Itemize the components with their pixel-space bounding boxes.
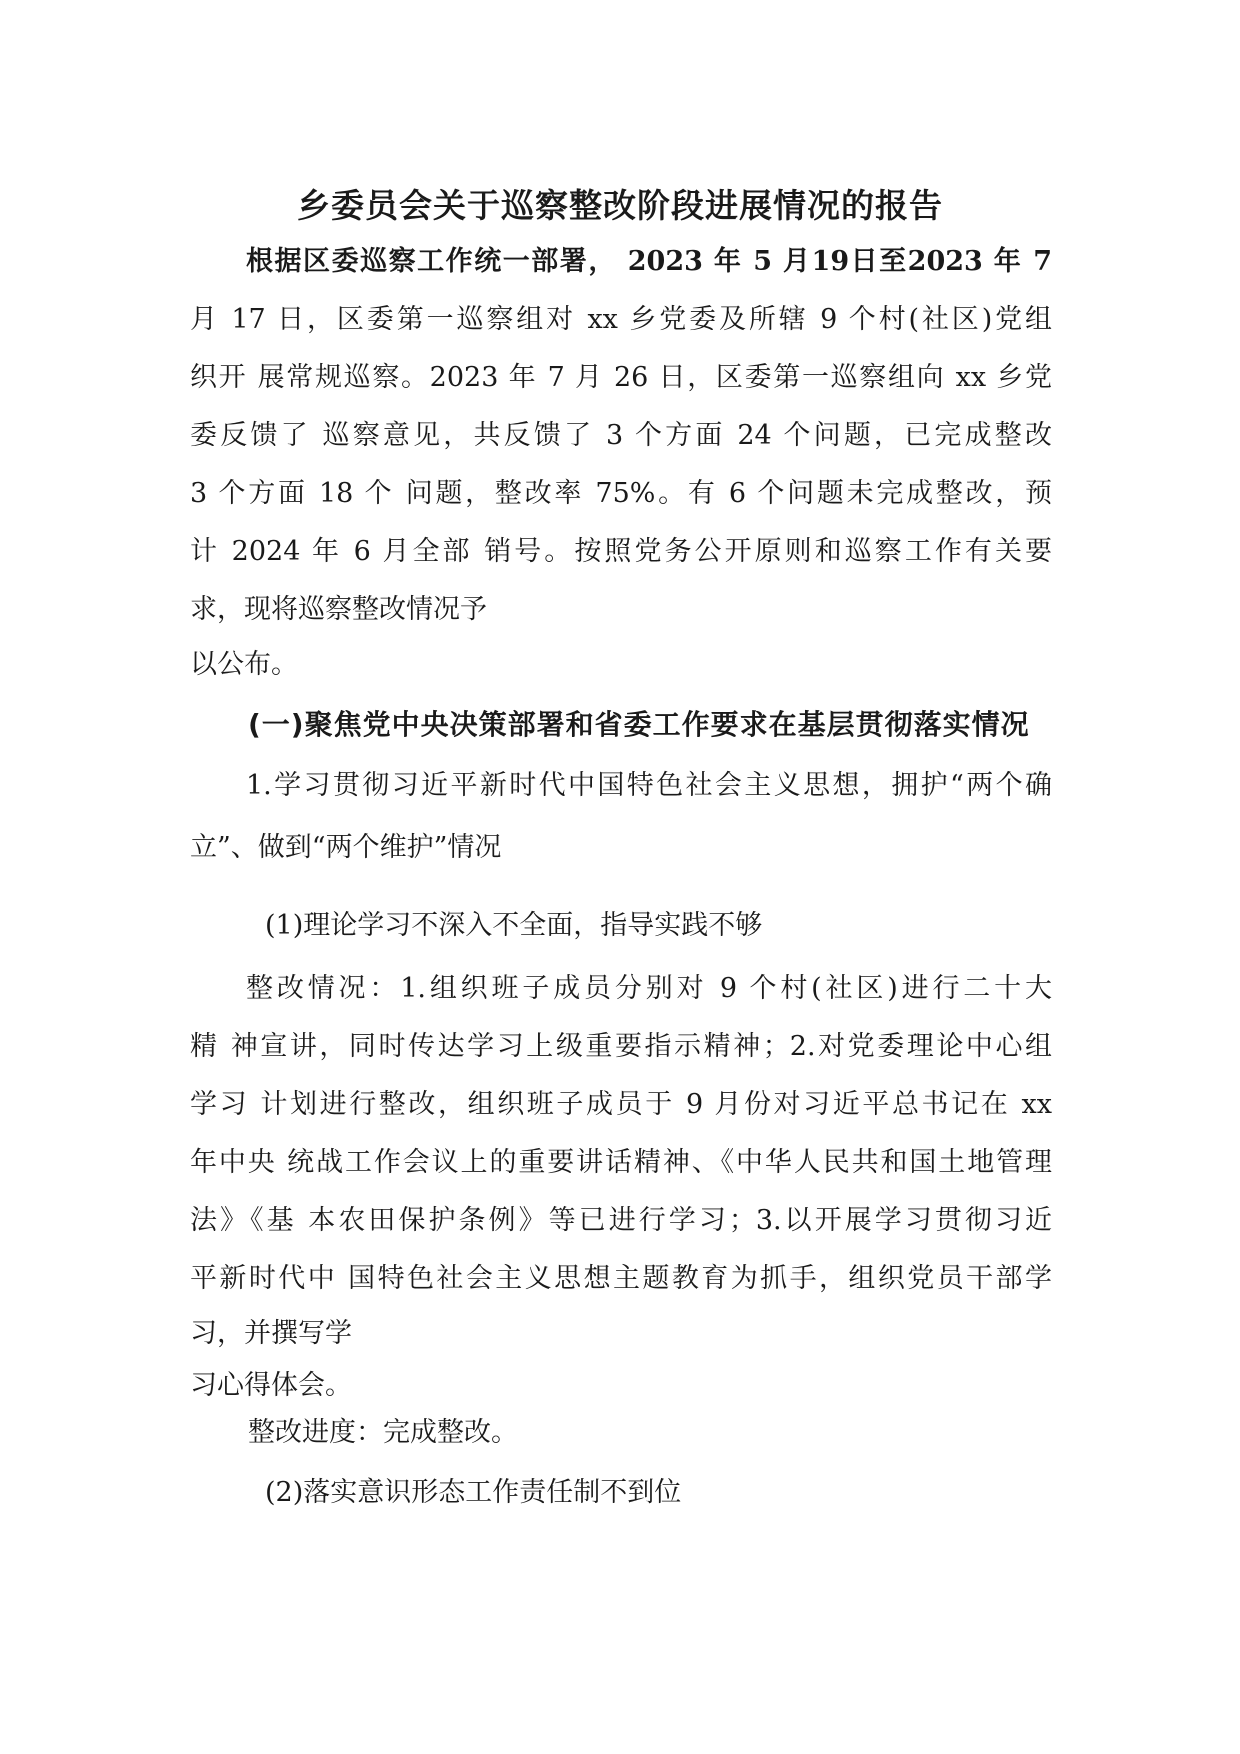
section-heading: (一)聚焦党中央决策部署和省委工作要求在基层贯彻落实情况: [248, 708, 1030, 741]
intro-line: 3 个方面 18 个 问题，整改率 75%。有 6 个问题未完成整改，预: [190, 478, 1052, 509]
rectification-line: 法》《基 本农田保护条例》等已进行学习；3.以开展学习贯彻习近: [190, 1205, 1052, 1236]
subsection-title: (2)落实意识形态工作责任制不到位: [265, 1477, 682, 1508]
intro-line: 月 17 日，区委第一巡察组对 xx 乡党委及所辖 9 个村(社区)党组: [190, 304, 1052, 335]
intro-line: 根据区委巡察工作统一部署， 2023 年 5 月19日至2023 年 7: [246, 246, 1052, 277]
progress-status: 整改进度：完成整改。: [248, 1417, 518, 1448]
intro-line: 织开 展常规巡察。2023 年 7 月 26 日，区委第一巡察组向 xx 乡党: [190, 362, 1052, 393]
subsection-title: (1)理论学习不深入不全面，指导实践不够: [265, 910, 763, 941]
intro-line: 计 2024 年 6 月全部 销号。按照党务公开原则和巡察工作有关要: [190, 536, 1052, 567]
item1-line: 1.学习贯彻习近平新时代中国特色社会主义思想，拥护“两个确: [246, 770, 1052, 801]
rectification-line: 习，并撰写学: [190, 1318, 352, 1349]
document-title: 乡委员会关于巡察整改阶段进展情况的报告: [297, 186, 943, 225]
intro-line: 以公布。: [190, 649, 298, 680]
intro-line: 求，现将巡察整改情况予: [190, 594, 487, 625]
rectification-paragraph: [190, 960, 1052, 1412]
rectification-line: 年中央 统战工作会议上的重要讲话精神、《中华人民共和国土地管理: [190, 1147, 1052, 1178]
rectification-line: 习心得体会。: [190, 1370, 352, 1401]
rectification-line: 平新时代中 国特色社会主义思想主题教育为抓手，组织党员干部学: [190, 1263, 1052, 1294]
intro-paragraph: [190, 233, 1052, 691]
item1-paragraph: [190, 755, 1052, 879]
intro-line: 委反馈了 巡察意见，共反馈了 3 个方面 24 个问题，已完成整改: [190, 420, 1052, 451]
item1-line: 立”、做到“两个维护”情况: [190, 832, 502, 863]
rectification-line: 学习 计划进行整改，组织班子成员于 9 月份对习近平总书记在 xx: [190, 1089, 1052, 1120]
rectification-line: 精 神宣讲，同时传达学习上级重要指示精神；2.对党委理论中心组: [190, 1031, 1052, 1062]
rectification-line: 整改情况：1.组织班子成员分别对 9 个村(社区)进行二十大: [246, 973, 1052, 1004]
